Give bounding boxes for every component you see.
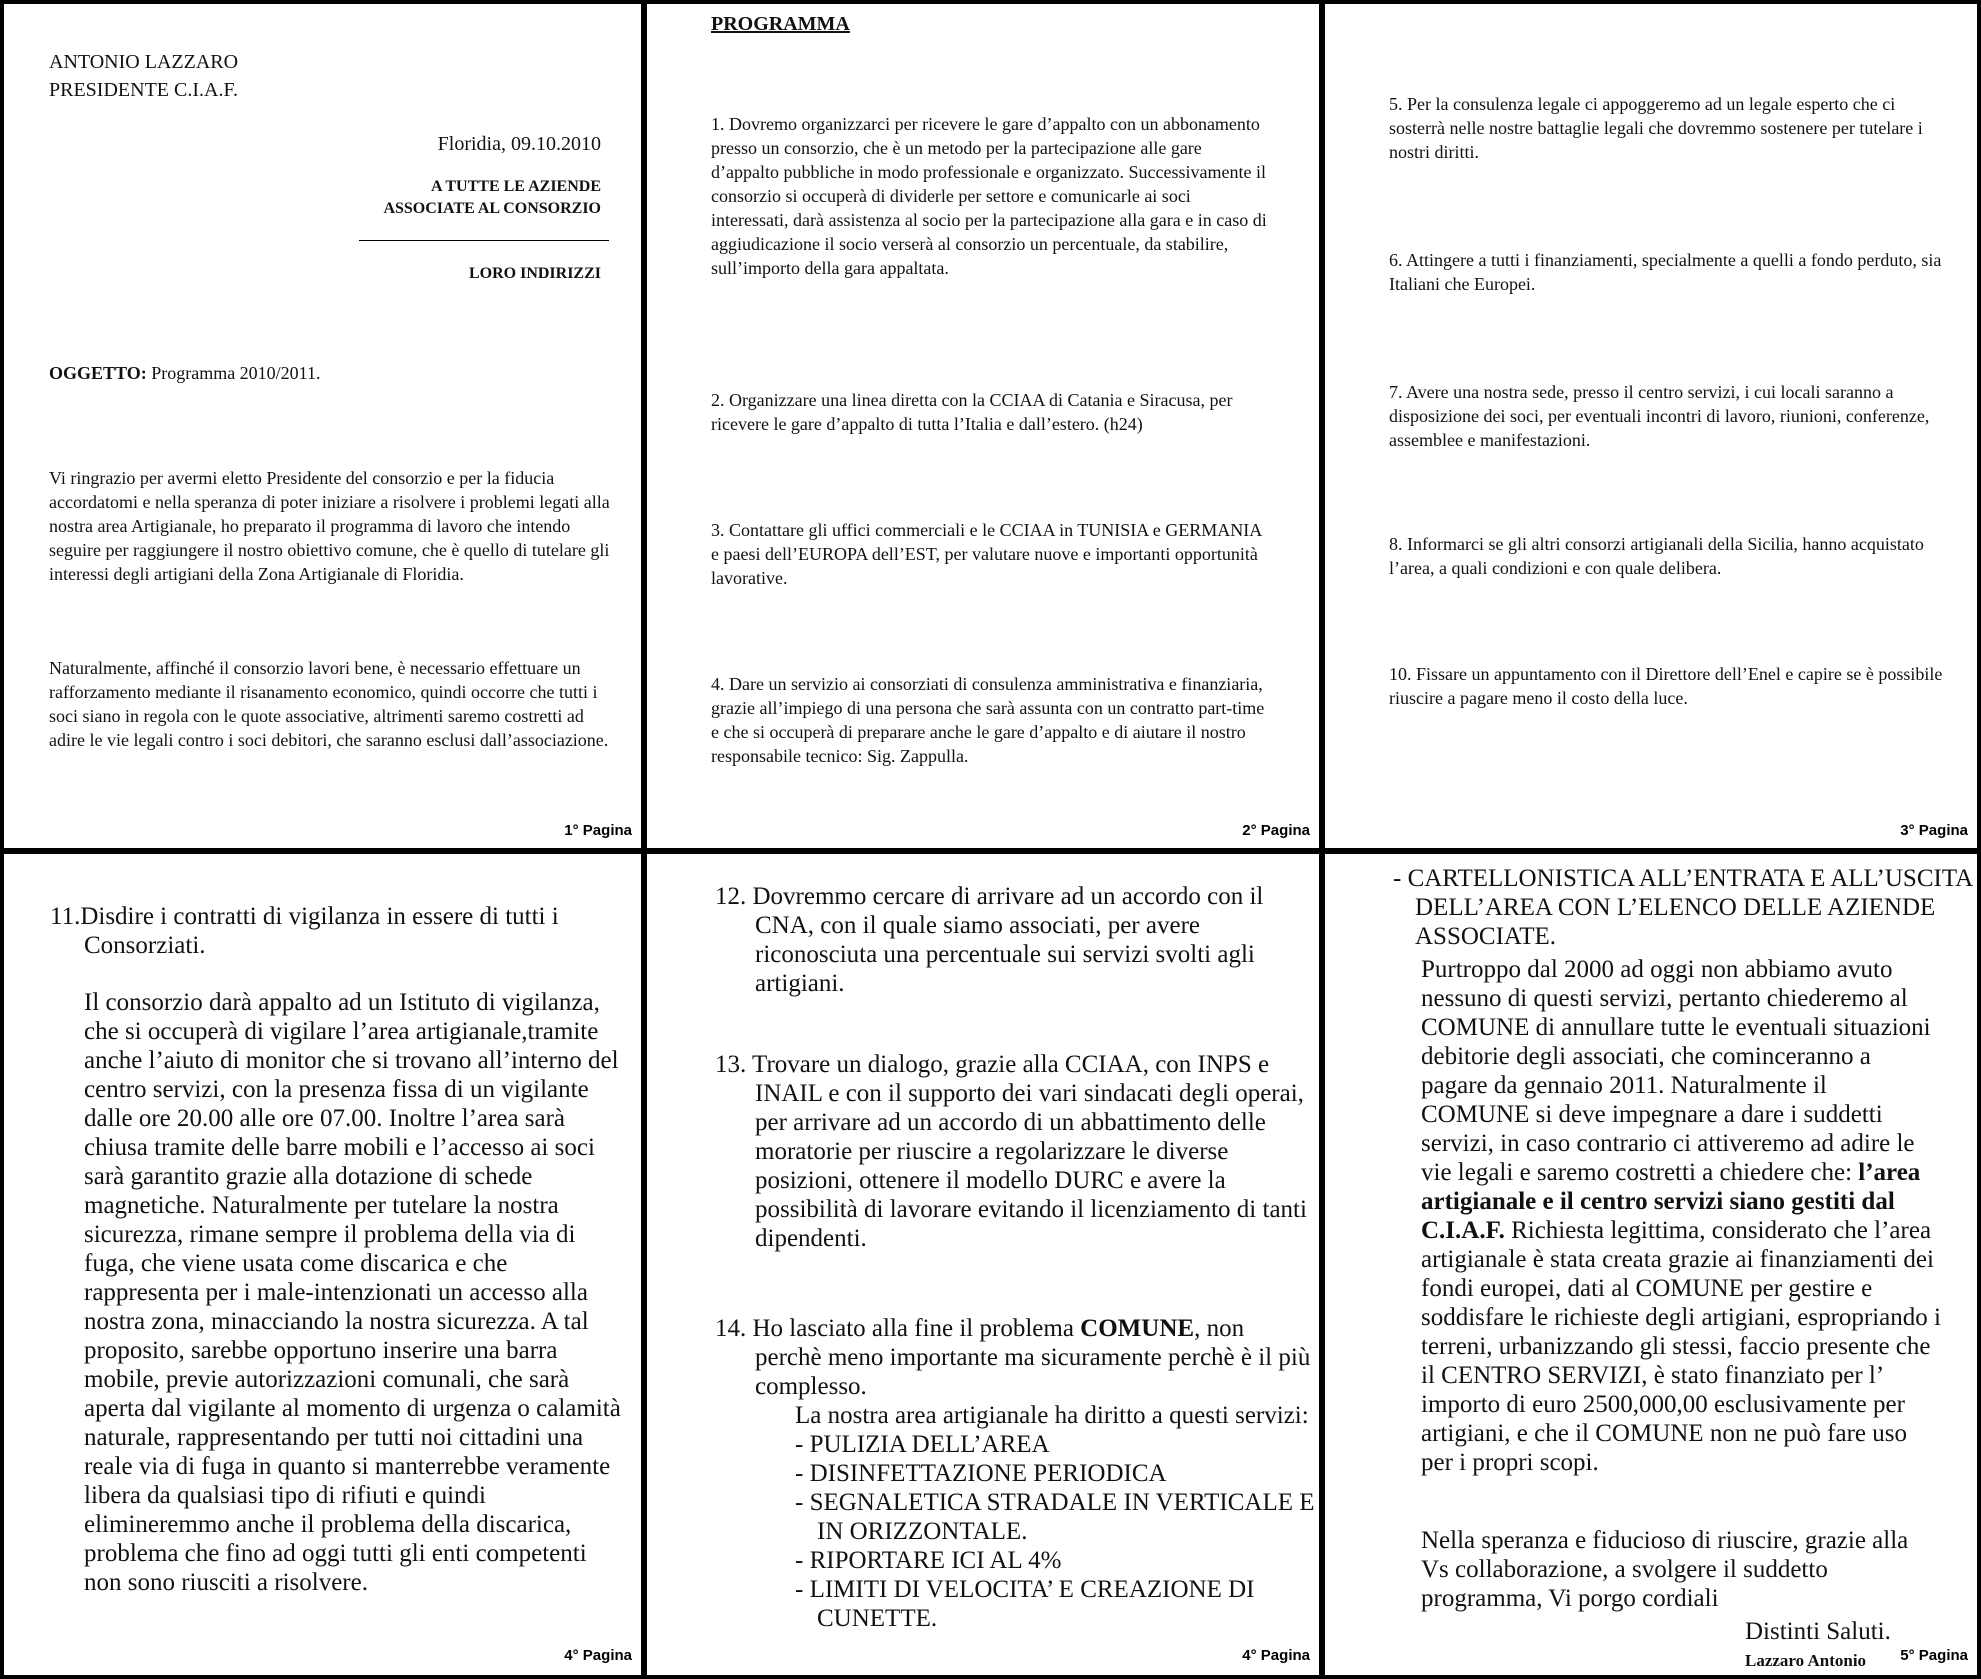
salutation: Distinti Saluti. [1745, 1618, 1891, 1645]
program-item-1: 1. Dovremo organizzarci per ricevere le gare d’appalto con un abbonamento presso un consorzio, che è un metodo per la partecipazione alle gare d’appalto pubbliche in modo professionale e organizzato. Successivamente il consorzio si occuperà di dividerle per settore e comunicarle ai soci interessati, darà assistenza al socio per la partecipazione alla gara e in caso di aggiudicazione il socio verserà al consorzio un percentuale, da stabilire, sull’importo della gara appaltata. [711, 114, 1267, 278]
page-6 [1325, 854, 1977, 1675]
item-14-post: , non perchè meno importante ma sicuramente perchè è il più complesso. [755, 1315, 1311, 1400]
sender-role: PRESIDENTE C.I.A.F. [49, 79, 238, 101]
program-title: PROGRAMMA [711, 13, 850, 35]
program-item-14 [715, 1314, 1315, 1633]
paragraph-finance: Naturalmente, affinché il consorzio lavori bene, è necessario effettuare un rafforzamento mediante il risanamento economico, quindi occorre che tutti i soci siano in regola con le quote associative, altrimenti saremo costretti ad adire le vie legali contro i soci debitori, che saranno esclusi dall’associazione. [49, 658, 609, 750]
subject-line [49, 361, 321, 385]
item-14-line2: La nostra area artigianale ha diritto a questi servizi: [795, 1402, 1309, 1429]
service-item: - PULIZIA DELL’AREA [795, 1431, 1050, 1458]
page-5 [647, 854, 1319, 1675]
page-number: 4° Pagina [564, 1647, 632, 1664]
signature: Lazzaro Antonio [1745, 1651, 1867, 1670]
service-item: - LIMITI DI VELOCITA’ E CREAZIONE DI CUNETTE. [795, 1576, 1255, 1632]
services-list [755, 1430, 1315, 1633]
program-item-2: 2. Organizzare una linea diretta con la CCIAA di Catania e Siracusa, per ricevere le gare d’appalto di tutta l’Italia e dall’estero. (h24) [711, 390, 1233, 434]
program-item-5: 5. Per la consulenza legale ci appoggeremo ad un legale esperto che ci sosterrà nelle nostre battaglie legali che dovremmo sostenere per tutelare i nostri diritti. [1389, 94, 1923, 162]
program-item-10: 10. Fissare un appuntamento con il Direttore dell’Enel e capire se è possibile riuscire a pagare meno il costo della luce. [1389, 664, 1943, 708]
page-4 [4, 854, 641, 1675]
page-2 [647, 4, 1319, 848]
page-3 [1325, 4, 1977, 848]
comune-pre: Purtroppo dal 2000 ad oggi non abbiamo avuto nessuno di questi servizi, pertanto chiederemo al COMUNE di annullare tutte le eventuali situazioni debitorie degli associati, che cominceranno a pagare da gennaio 2011. Naturalmente il COMUNE si deve impegnare a dare i suddetti servizi, in caso contrario ci attiveremo ad adire le vie legali e saremo costretti a chiedere che: [1421, 956, 1931, 1186]
page-number: 2° Pagina [1242, 822, 1310, 839]
item-14-pre: 14. Ho lasciato alla fine il problema [715, 1315, 1081, 1342]
sender-block [49, 48, 238, 104]
recipient-line-2: ASSOCIATE AL CONSORZIO [383, 200, 601, 217]
program-item-8: 8. Informarci se gli altri consorzi artigianali della Sicilia, hanno acquistato l’area, a quali condizioni e con quale delibera. [1389, 534, 1924, 578]
comune-paragraph [1421, 955, 1941, 1477]
page-1 [4, 4, 641, 848]
comune-post: Richiesta legittima, considerato che l’area artigianale è stata creata grazie ai finanziamenti dei fondi europei, dati al COMUNE per gestire e soddisfare le richieste degli artigiani, espropriando i terreni, urbanizzando gli stessi, faccio presente che il CENTRO SERVIZI, è stato finanziato per l’ importo di euro 2500,000,00 esclusivamente per artigiani, e che il COMUNE non ne può fare uso per i propri scopi. [1421, 1217, 1941, 1476]
closing-paragraph: Nella speranza e fiducioso di riuscire, grazie alla Vs collaborazione, a svolgere il suddetto programma, Vi porgo cordiali [1421, 1527, 1909, 1612]
program-item-11-body: Il consorzio darà appalto ad un Istituto di vigilanza, che si occuperà di vigilare l’area artigianale,tramite anche l’aiuto di monitor che si trovano all’interno del centro servizi, con la presenza fissa di un vigilante dalle ore 20.00 alle ore 07.00. Inoltre l’area sarà chiusa tramite delle barre mobili e l’accesso ai soci sarà garantito grazie alla dotazione di schede magnetiche. Naturalmente per tutelare la nostra sicurezza, rimane sempre il problema della via di fuga, che viene usata come discarica e che rappresenta per i male-intenzionati un accesso alla nostra zona, minacciando la nostra sicurezza. A tal proposito, sarebbe opportuno inserire una barra mobile, previe autorizzazioni comunali, che sarà aperta dal vigilante al momento di urgenza o calamità naturale, rappresentando per tutti noi cittadini una reale via di fuga in quanto si manterrebbe veramente libera da qualsiasi tipo di rifiuti e quindi elimineremmo anche il problema della discarica, problema che fino ad oggi tutti gli enti competenti non sono riusciti a risolvere. [84, 989, 621, 1596]
service-item: - DISINFETTAZIONE PERIODICA [795, 1460, 1167, 1487]
program-item-3: 3. Contattare gli uffici commerciali e le CCIAA in TUNISIA e GERMANIA e paesi dell’EUROPA dell’EST, per valutare nuove e importanti opportunità lavorative. [711, 520, 1262, 588]
page-number: 4° Pagina [1242, 1647, 1310, 1664]
page-number: 3° Pagina [1900, 822, 1968, 839]
subject-label: OGGETTO: [49, 363, 147, 383]
sender-name: ANTONIO LAZZARO [49, 51, 239, 73]
subject-text: Programma 2010/2011. [146, 363, 321, 383]
comune-bold: l’area artigianale e il centro servizi siano gestiti dal C.I.A.F. [1421, 1159, 1921, 1244]
program-item-14-text [715, 1314, 1315, 1401]
page-number: 5° Pagina [1900, 1647, 1968, 1664]
service-item: - SEGNALETICA STRADALE IN VERTICALE E IN ORIZZONTALE. [795, 1489, 1315, 1545]
service-item-signage: - CARTELLONISTICA ALL’ENTRATA E ALL’USCITA DELL’AREA CON L’ELENCO DELLE AZIENDE ASSOCIATE. [1393, 865, 1972, 950]
letter-date: Floridia, 09.10.2010 [437, 133, 601, 155]
paragraph-intro: Vi ringrazio per avermi eletto Presidente del consorzio e per la fiducia accordatomi e nella speranza di poter iniziare a risolvere i problemi legati alla nostra area Artigianale, ho preparato il programma di lavoro che intendo seguire per raggiungere il nostro obiettivo comune, che è quello di tutelare gli interessi degli artigiani della Zona Artigianale di Floridia. [49, 468, 610, 584]
program-item-7: 7. Avere una nostra sede, presso il centro servizi, i cui locali saranno a disposizione dei soci, per eventuali incontri di lavoro, riunioni, conferenze, assemblee e manifestazioni. [1389, 382, 1930, 450]
program-item-12: 12. Dovremmo cercare di arrivare ad un accordo con il CNA, con il quale siamo associati, per avere riconosciuta una percentuale sui servizi svolti agli artigiani. [715, 883, 1264, 997]
recipient-block [383, 176, 601, 220]
program-item-4: 4. Dare un servizio ai consorziati di consulenza amministrativa e finanziaria, grazie all’impiego di una persona che sarà assunta con un contratto part-time e che si occuperà di preparare anche le gare d’appalto e di aiutare il nostro responsabile tecnico: Sig. Zappulla. [711, 674, 1265, 766]
item-14-bold: COMUNE [1080, 1315, 1195, 1342]
service-item: - RIPORTARE ICI AL 4% [795, 1547, 1062, 1574]
page-number: 1° Pagina [564, 822, 632, 839]
recipient-addresses: LORO INDIRIZZI [468, 265, 601, 282]
divider [359, 240, 609, 241]
program-item-11-heading: 11.Disdire i contratti di vigilanza in essere di tutti i Consorziati. [50, 903, 559, 959]
program-item-13: 13. Trovare un dialogo, grazie alla CCIAA, con INPS e INAIL e con il supporto dei vari sindacati degli operai, per arrivare ad un accordo di un abbattimento delle moratorie per riuscire a regolarizzare le diverse posizioni, ottenere il modello DURC e avere la possibilità di lavorare evitando il licenziamento di tanti dipendenti. [715, 1051, 1307, 1252]
recipient-line-1: A TUTTE LE AZIENDE [431, 178, 601, 195]
program-item-6: 6. Attingere a tutti i finanziamenti, specialmente a quelli a fondo perduto, sia Italiani che Europei. [1389, 250, 1942, 294]
